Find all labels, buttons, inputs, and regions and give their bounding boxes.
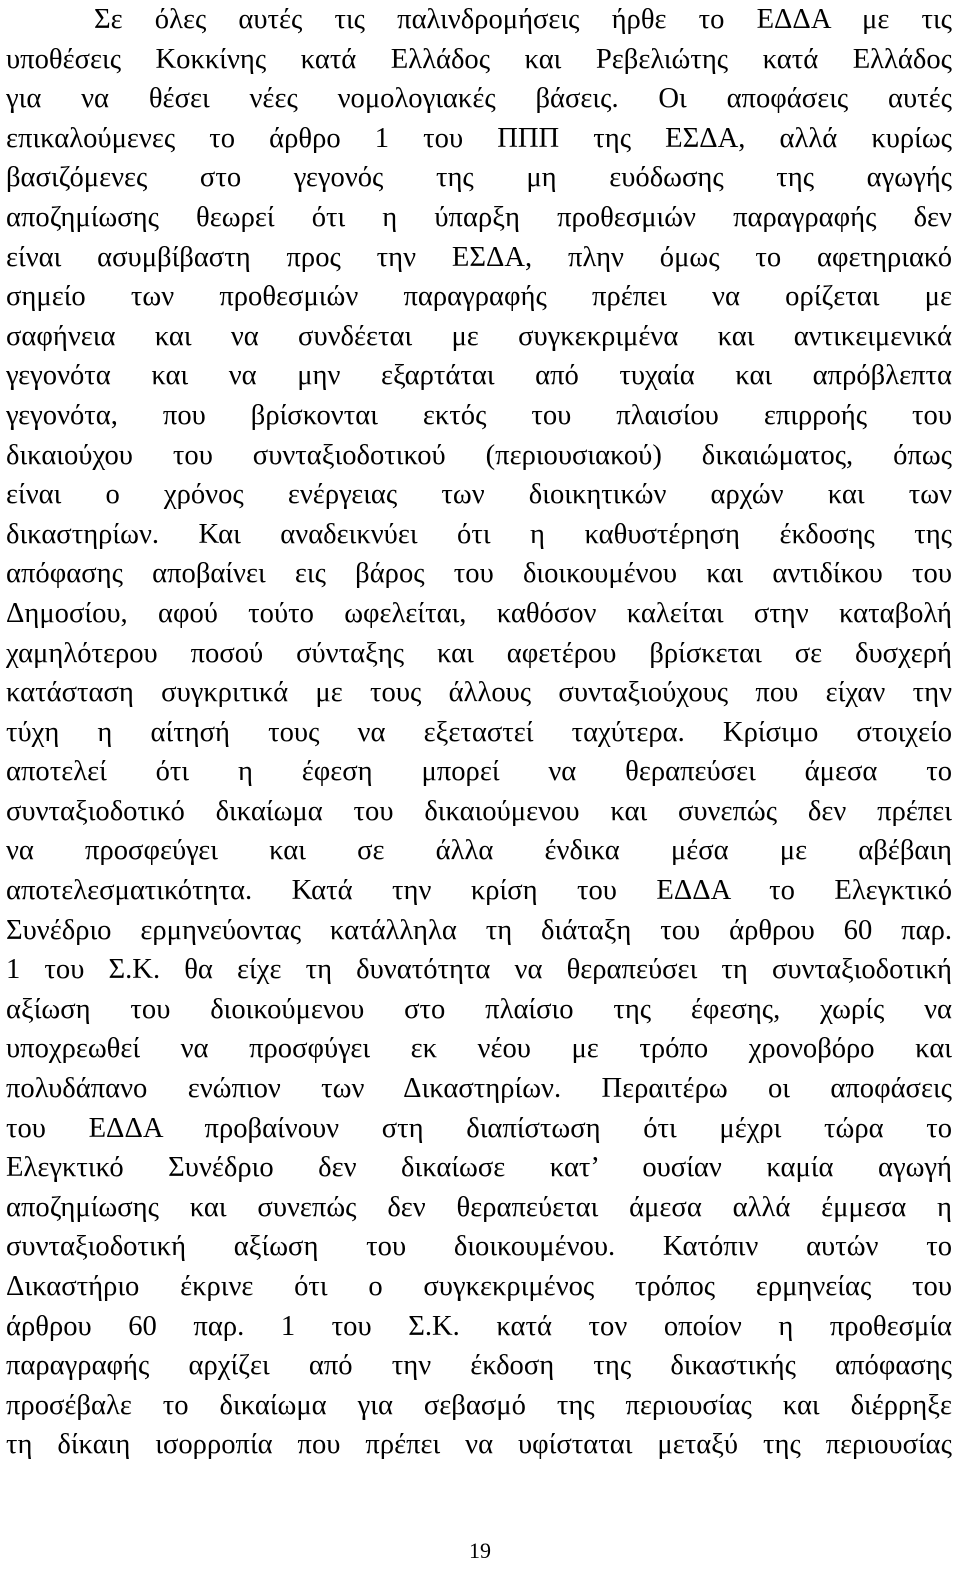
text-line: Ελεγκτικό Συνέδριο δεν δικαίωσε κατ’ ουσίαν καμία αγωγή	[6, 1152, 952, 1184]
text-line: συνταξιοδοτικό δικαίωμα του δικαιούμενου και συνεπώς δεν πρέπει	[6, 795, 952, 827]
text-line: πολυδάπανο ενώπιον των Δικαστηρίων. Περαιτέρω οι αποφάσεις	[6, 1073, 952, 1105]
text-line: απόφασης αποβαίνει εις βάρος του διοικουμένου και αντιδίκου του	[6, 558, 952, 590]
text-line: αποζημίωσης και συνεπώς δεν θεραπεύεται άμεσα αλλά έμμεσα η	[6, 1191, 952, 1223]
text-line: παραγραφής αρχίζει από την έκδοση της δικαστικής απόφασης	[6, 1350, 952, 1382]
text-line: επικαλούμενες το άρθρο 1 του ΠΠΠ της ΕΣΔΑ, αλλά κυρίως	[6, 122, 952, 154]
text-line: γεγονότα, που βρίσκονται εκτός του πλαισίου επιρροής του	[6, 399, 952, 431]
text-line: αποτελεί ότι η έφεση μπορεί να θεραπεύσει άμεσα το	[6, 756, 952, 788]
text-line: υποθέσεις Κοκκίνης κατά Ελλάδος και Ρεβελιώτης κατά Ελλάδος	[6, 43, 952, 75]
text-line: του ΕΔΔΑ προβαίνουν στη διαπίστωση ότι μέχρι τώρα το	[6, 1112, 952, 1144]
text-line: 1 του Σ.Κ. θα είχε τη δυνατότητα να θεραπεύσει τη συνταξιοδοτική	[6, 954, 952, 986]
body-paragraph	[6, 0, 952, 1465]
text-line: Σε όλες αυτές τις παλινδρομήσεις ήρθε το ΕΔΔΑ με τις	[94, 4, 952, 35]
text-line: αποτελεσματικότητα. Κατά την κρίση του ΕΔΔΑ το Ελεγκτικό	[6, 875, 952, 907]
text-line: συνταξιοδοτική αξίωση του διοικουμένου. Κατόπιν αυτών το	[6, 1231, 952, 1263]
text-line: αξίωση του διοικούμενου στο πλαίσιο της έφεσης, χωρίς να	[6, 993, 952, 1025]
text-line: κατάσταση συγκριτικά με τους άλλους συνταξιούχους που είχαν την	[6, 677, 952, 709]
text-line: τύχη η αίτησή τους να εξεταστεί ταχύτερα. Κρίσιμο στοιχείο	[6, 716, 952, 748]
text-line: είναι ο χρόνος ενέργειας των διοικητικών αρχών και των	[6, 479, 952, 511]
text-line: γεγονότα και να μην εξαρτάται από τυχαία και απρόβλεπτα	[6, 360, 952, 392]
text-line: χαμηλότερου ποσού σύνταξης και αφετέρου βρίσκεται σε δυσχερή	[6, 637, 952, 669]
text-line: τη δίκαιη ισορροπία που πρέπει να υφίσταται μεταξύ της περιουσίας	[6, 1429, 952, 1461]
text-line: προσέβαλε το δικαίωμα για σεβασμό της περιουσίας και διέρρηξε	[6, 1389, 952, 1421]
text-line: Συνέδριο ερμηνεύοντας κατάλληλα τη διάταξη του άρθρου 60 παρ.	[6, 914, 952, 946]
text-line: Δικαστήριο έκρινε ότι ο συγκεκριμένος τρόπος ερμηνείας του	[6, 1271, 952, 1302]
page-number: 19	[469, 1538, 491, 1563]
text-line: για να θέσει νέες νομολογιακές βάσεις. Οι αποφάσεις αυτές	[6, 83, 952, 115]
text-line: άρθρου 60 παρ. 1 του Σ.Κ. κατά τον οποίον η προθεσμία	[6, 1310, 952, 1342]
text-line: σημείο των προθεσμιών παραγραφής πρέπει να ορίζεται με	[6, 281, 952, 313]
text-line: υποχρεωθεί να προσφύγει εκ νέου με τρόπο χρονοβόρο και	[6, 1033, 952, 1065]
text-line: δικαστηρίων. Και αναδεικνύει ότι η καθυστέρηση έκδοσης της	[6, 518, 952, 550]
text-line: δικαιούχου του συνταξιοδοτικού (περιουσιακού) δικαιώματος, όπως	[6, 439, 952, 471]
text-line: βασιζόμενες στο γεγονός της μη ευόδωσης της αγωγής	[6, 162, 952, 194]
text-line: Δημοσίου, αφού τούτο ωφελείται, καθόσον καλείται στην καταβολή	[6, 597, 952, 629]
text-line: σαφήνεια και να συνδέεται με συγκεκριμένα και αντικειμενικά	[6, 320, 952, 352]
text-line: είναι ασυμβίβαστη προς την ΕΣΔΑ, πλην όμως το αφετηριακό	[6, 241, 952, 273]
text-line: να προσφεύγει και σε άλλα ένδικα μέσα με αβέβαιη	[6, 835, 952, 867]
text-line: αποζημίωσης θεωρεί ότι η ύπαρξη προθεσμιών παραγραφής δεν	[6, 201, 952, 233]
